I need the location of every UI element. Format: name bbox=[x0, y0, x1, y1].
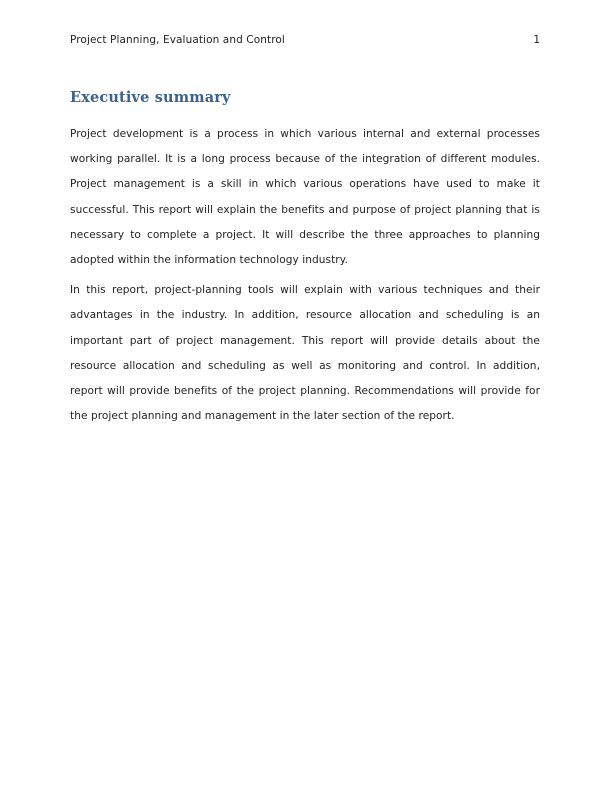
body-paragraph: Project development is a process in which various internal and external processes working parallel. It is a long process because of the integration of different modules. Project management is a skill in which various operations have used to make it successful. This report will explain the benefits and purpose of project planning that is necessary to complete a project. It will describe the three approaches to planning adopted within the information technology industry. bbox=[70, 128, 540, 267]
page-running-header bbox=[70, 33, 542, 47]
header-page-number: 1 bbox=[533, 34, 540, 46]
header-document-title: Project Planning, Evaluation and Control bbox=[70, 34, 285, 46]
body-paragraph: In this report, project-planning tools will explain with various techniques and their advantages in the industry. In addition, resource allocation and scheduling is an important part of project management. This report will provide details about the resource allocation and scheduling as well as monitoring and control. In addition, report will provide benefits of the project planning. Recommendations will provide for the project planning and management in the later section of the report. bbox=[70, 284, 540, 423]
document-body bbox=[70, 88, 540, 429]
section-heading-executive-summary: Executive summary bbox=[70, 89, 231, 106]
